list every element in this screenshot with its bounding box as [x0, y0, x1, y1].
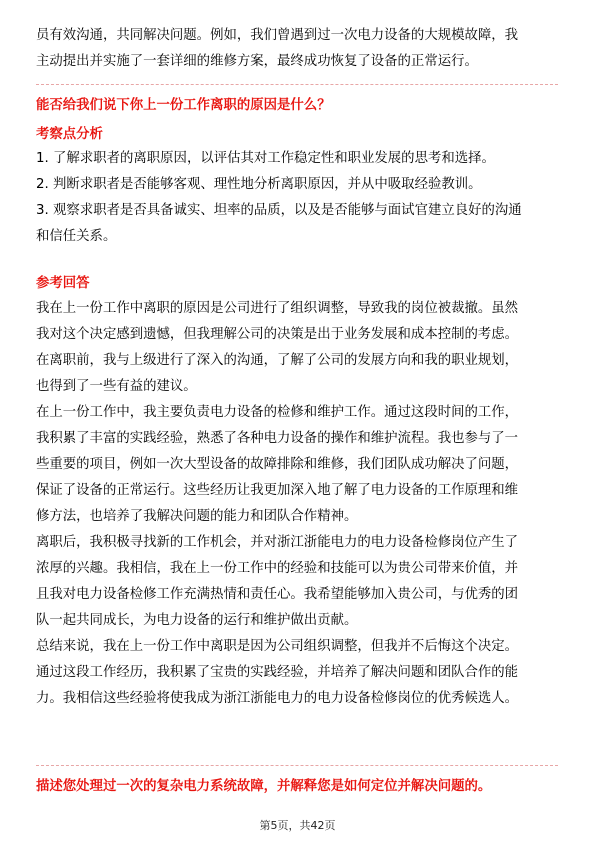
text-line: 力。我相信这些经验将使我成为浙江浙能电力的电力设备检修岗位的优秀候选人。	[36, 691, 519, 706]
text-line: 保证了设备的正常运行。这些经历让我更加深入地了解了电力设备的工作原理和维	[36, 483, 519, 498]
text-line: 员有效沟通，共同解决问题。例如，我们曾遇到过一次电力设备的大规模故障，我	[36, 28, 519, 43]
question-heading: 描述您处理过一次的复杂电力系统故障，并解释您是如何定位并解决问题的。	[36, 779, 492, 794]
analysis-list	[36, 146, 558, 250]
text-line: 在离职前，我与上级进行了深入的沟通，了解了公司的发展方向和我的职业规划，	[36, 353, 519, 368]
analysis-heading: 考察点分析	[36, 127, 103, 142]
section-divider	[36, 84, 558, 85]
text-line: 修方法，也培养了我解决问题的能力和团队合作精神。	[36, 509, 358, 524]
analysis-item: 2. 判断求职者是否能够客观、理性地分析离职原因，并从中吸取经验教训。	[36, 177, 482, 192]
intro-paragraph	[36, 23, 558, 75]
text-line: 我在上一份工作中离职的原因是公司进行了组织调整，导致我的岗位被裁撤。虽然	[36, 301, 519, 316]
analysis-item: 和信任关系。	[36, 229, 117, 244]
text-line: 我积累了丰富的实践经验，熟悉了各种电力设备的操作和维护流程。我也参与了一	[36, 431, 519, 446]
text-line: 在上一份工作中，我主要负责电力设备的检修和维护工作。通过这段时间的工作，	[36, 405, 519, 420]
text-line: 浓厚的兴趣。我相信，我在上一份工作中的经验和技能可以为贵公司带来价值，并	[36, 561, 519, 576]
text-line: 主动提出并实施了一套详细的维修方案，最终成功恢复了设备的正常运行。	[36, 54, 478, 69]
page-number: 第5页，共42页	[259, 819, 336, 832]
analysis-item: 1. 了解求职者的离职原因，以评估其对工作稳定性和职业发展的思考和选择。	[36, 151, 495, 166]
section-divider	[36, 765, 558, 766]
text-line: 总结来说，我在上一份工作中离职是因为公司组织调整，但我并不后悔这个决定。	[36, 639, 519, 654]
analysis-item: 3. 观察求职者是否具备诚实、坦率的品质，以及是否能够与面试官建立良好的沟通	[36, 203, 522, 218]
text-line: 队一起共同成长，为电力设备的运行和维护做出贡献。	[36, 613, 358, 628]
text-line: 我对这个决定感到遗憾，但我理解公司的决策是出于业务发展和成本控制的考虑。	[36, 327, 519, 342]
question-heading: 能否给我们说下你上一份工作离职的原因是什么？	[36, 98, 331, 113]
answer-heading: 参考回答	[36, 276, 90, 291]
answer-body	[36, 296, 558, 712]
text-line: 离职后，我积极寻找新的工作机会，并对浙江浙能电力的电力设备检修岗位产生了	[36, 535, 519, 550]
text-line: 些重要的项目，例如一次大型设备的故障排除和维修，我们团队成功解决了问题，	[36, 457, 519, 472]
text-line: 通过这段工作经历，我积累了宝贵的实践经验，并培养了解决问题和团队合作的能	[36, 665, 519, 680]
text-line: 也得到了一些有益的建议。	[36, 379, 197, 394]
text-line: 且我对电力设备检修工作充满热情和责任心。我希望能够加入贵公司，与优秀的团	[36, 587, 519, 602]
